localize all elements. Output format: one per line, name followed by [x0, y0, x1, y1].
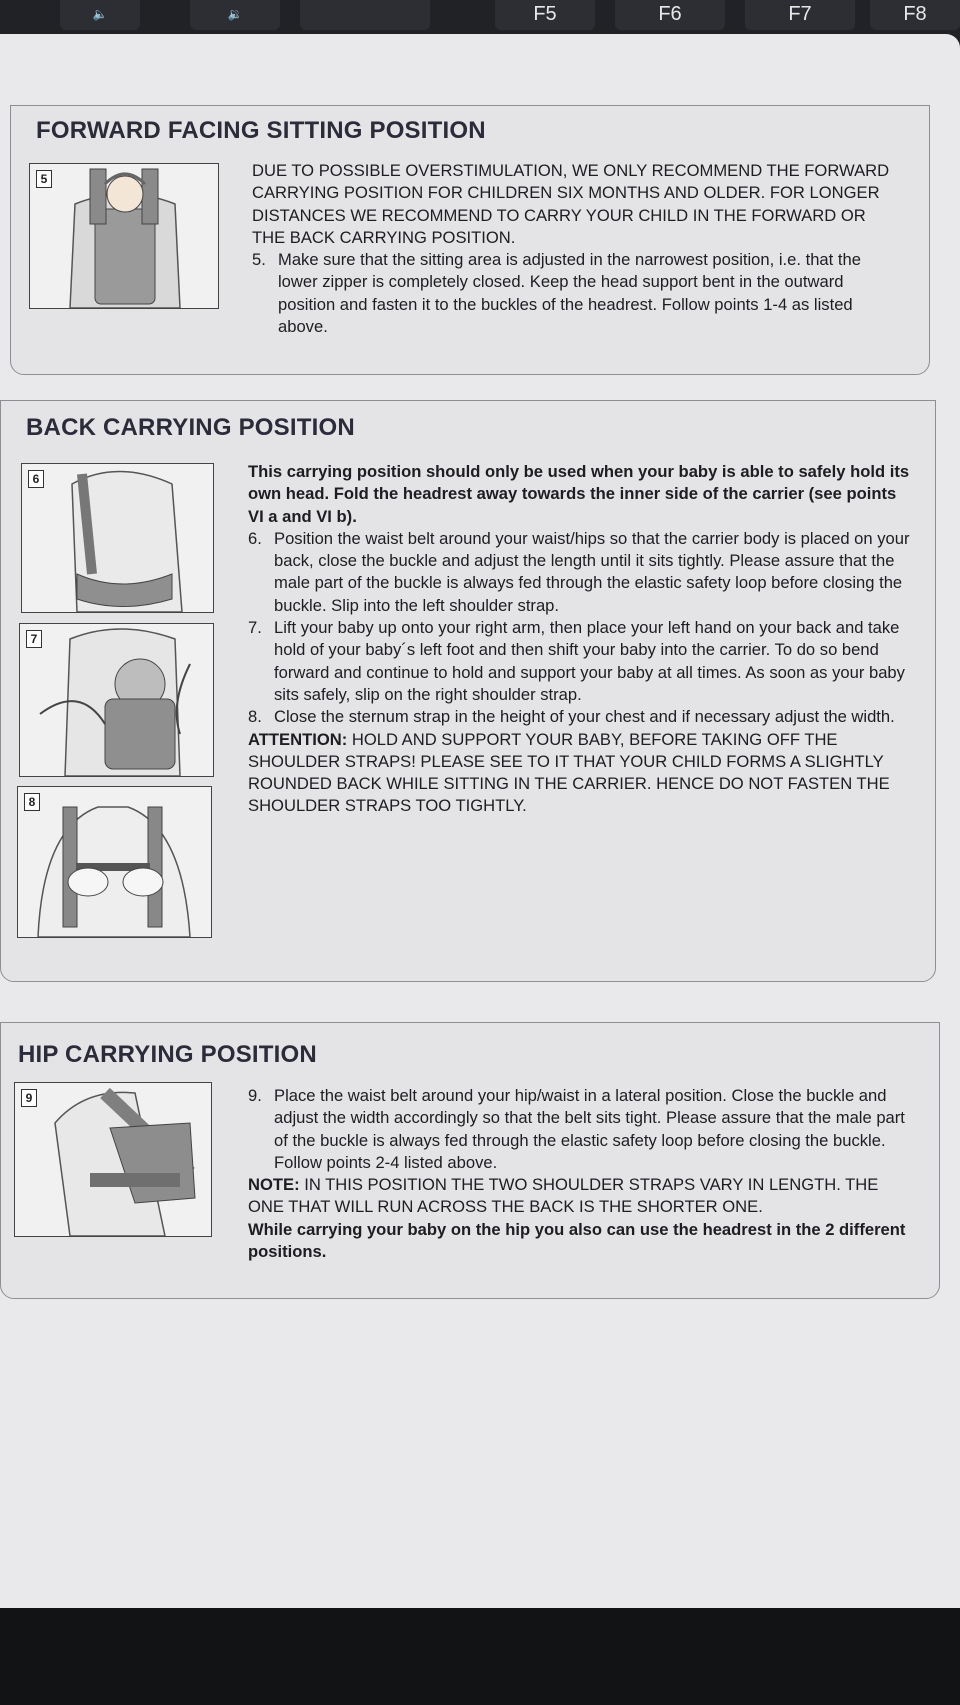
attention-label: ATTENTION: [248, 729, 348, 749]
attention-note [248, 729, 913, 818]
step-number: 6. [248, 528, 262, 548]
forward-title: FORWARD FACING SITTING POSITION [36, 117, 486, 144]
forward-warning: DUE TO POSSIBLE OVERSTIMULATION, WE ONLY RECOMMEND THE FORWARD CARRYING POSITION FOR CHILDREN SIX MONTHS AND OLDER. FOR LONGER DISTANCES WE RECOMMEND TO CARRY YOUR CHILD IN THE FORWARD OR THE BACK CARRYING POSITION. [252, 161, 890, 247]
figure-number: 9 [21, 1089, 37, 1107]
figure-number: 7 [26, 630, 42, 648]
step-9 [248, 1085, 918, 1174]
step-number: 8. [248, 707, 262, 727]
figure-number: 6 [28, 470, 44, 488]
step-8 [248, 706, 913, 728]
sternum-strap-illustration [18, 787, 211, 937]
f8-key: F8 [870, 0, 960, 30]
f7-key: F7 [745, 0, 855, 30]
carrier-back-illustration [22, 464, 213, 612]
attention-text: HOLD AND SUPPORT YOUR BABY, BEFORE TAKING OFF THE SHOULDER STRAPS! PLEASE SEE TO IT THAT YOUR CHILD FORMS A SLIGHTLY ROUNDED BACK WHILE SITTING IN THE CARRIER. HENCE DO NOT FASTEN THE SHOULDER STRAPS TOO TIGHTLY. [248, 729, 890, 816]
hip-carry-illustration [15, 1083, 211, 1236]
step-text: Position the waist belt around your waist/hips so that the carrier body is placed on your back, close the buckle and adjust the length until it sits tightly. Please assure that the male part of the buckle is always fed through the elastic safety loop before closing the buckle. Slip into the left shoulder strap. [274, 528, 910, 615]
volume-key: 🔈 [60, 0, 140, 30]
step-text: Close the sternum strap in the height of your chest and if necessary adjust the width. [274, 707, 895, 727]
figure-7 [19, 623, 214, 777]
carrier-forward-illustration [30, 164, 218, 308]
note-label: NOTE: [248, 1175, 300, 1195]
desk-background [0, 1608, 960, 1705]
figure-6 [21, 463, 214, 613]
figure-8 [17, 786, 212, 938]
back-text [248, 461, 913, 818]
note-text: IN THIS POSITION THE TWO SHOULDER STRAPS VARY IN LENGTH. THE ONE THAT WILL RUN ACROSS THE BACK IS THE SHORTER ONE. [248, 1175, 879, 1217]
step-6 [248, 528, 913, 617]
step-5 [252, 249, 902, 338]
f6-key: F6 [615, 0, 725, 30]
volume-up-key: 🔉 [190, 0, 280, 30]
figure-number: 8 [24, 793, 40, 811]
blank-key [300, 0, 430, 30]
step-text: Place the waist belt around your hip/waist in a lateral position. Close the buckle and adjust the width accordingly so that the belt sits tight. Please assure that the male part of the buckle is always fed through the elastic safety loop before closing the buckle. Follow points 2-4 listed above. [274, 1086, 905, 1172]
figure-5 [29, 163, 219, 309]
back-title: BACK CARRYING POSITION [26, 414, 355, 441]
back-intro: This carrying position should only be used when your baby is able to safely hold its own head. Fold the headrest away towards the inner side of the carrier (see points VI a and VI b). [248, 462, 910, 526]
step-text: Lift your baby up onto your right arm, then place your left hand on your back and take hold of your baby´s left foot and then shift your baby into the carrier. To do so bend forward and continue to hold and support your baby at all times. As soon as your baby sits safely, slip on the right shoulder strap. [274, 618, 905, 704]
step-number: 9. [248, 1086, 262, 1105]
step-number: 5. [252, 250, 266, 270]
step-text: Make sure that the sitting area is adjusted in the narrowest position, i.e. that the lower zipper is completely closed. Keep the head support bent in the outward position and fasten it to the buckles of the headrest. Follow points 1-4 as listed above. [278, 250, 861, 337]
hip-text [248, 1085, 918, 1263]
hip-closing: While carrying your baby on the hip you also can use the headrest in the 2 different positions. [248, 1219, 906, 1262]
baby-placement-illustration [20, 624, 213, 776]
figure-number: 5 [36, 170, 52, 188]
step-number: 7. [248, 618, 262, 638]
step-7 [248, 617, 913, 706]
hip-note [248, 1174, 918, 1219]
figure-9 [14, 1082, 212, 1237]
forward-text [252, 160, 902, 338]
hip-title: HIP CARRYING POSITION [18, 1041, 317, 1068]
f5-key: F5 [495, 0, 595, 30]
